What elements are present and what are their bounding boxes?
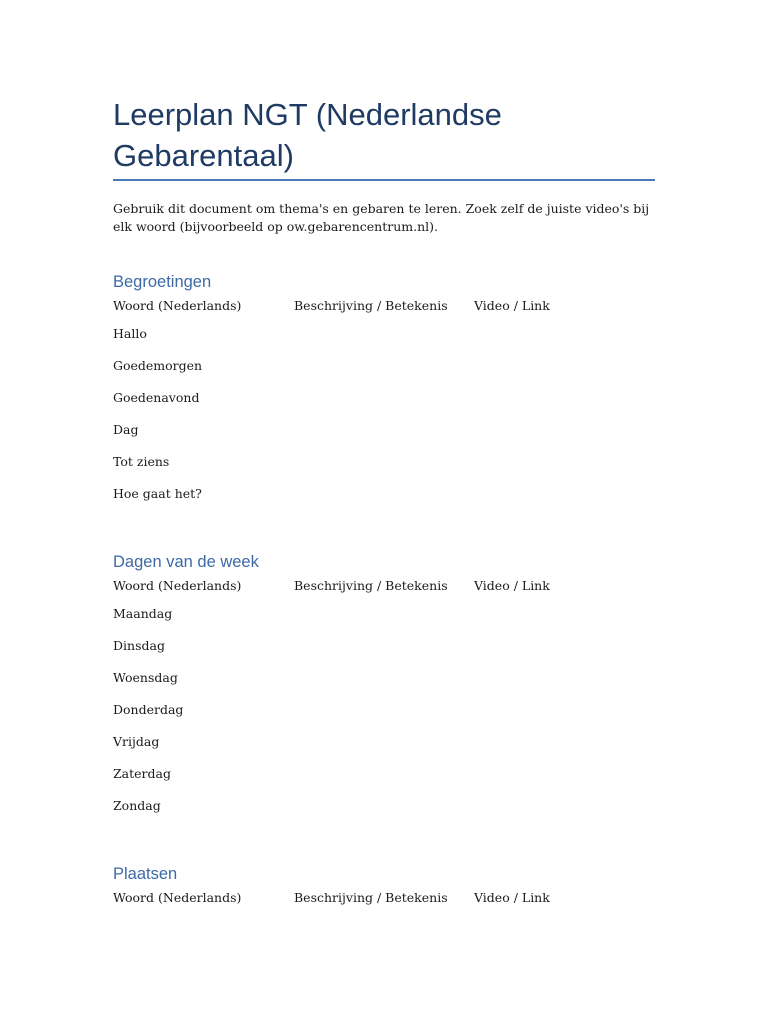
word-row: Dinsdag — [113, 638, 165, 653]
intro-paragraph: Gebruik dit document om thema's en gebaren te leren. Zoek zelf de juiste video's bij elk woord (bijvoorbeeld op ow.gebarencentrum.nl). — [113, 201, 650, 234]
column-header-video: Video / Link — [474, 298, 550, 313]
section-dagen-van-de-week — [113, 550, 655, 822]
word-row: Hallo — [113, 326, 147, 341]
word-row: Goedenavond — [113, 390, 200, 405]
word-list — [113, 318, 655, 510]
column-header-word: Woord (Nederlands) — [113, 890, 242, 905]
word-row: Woensdag — [113, 670, 178, 685]
table-header — [113, 294, 655, 318]
word-list — [113, 598, 655, 822]
word-row: Zondag — [113, 798, 161, 813]
section-heading: Begroetingen — [113, 273, 212, 291]
column-header-video: Video / Link — [474, 890, 550, 905]
word-row: Tot ziens — [113, 454, 170, 469]
word-row: Donderdag — [113, 702, 184, 717]
word-row: Goedemorgen — [113, 358, 203, 373]
section-begroetingen — [113, 270, 655, 510]
document-title: Leerplan NGT (Nederlandse Gebarentaal) — [113, 97, 502, 173]
column-header-word: Woord (Nederlands) — [113, 578, 242, 593]
title-underline — [113, 179, 655, 181]
column-header-description: Beschrijving / Betekenis — [294, 578, 448, 593]
word-row: Hoe gaat het? — [113, 486, 202, 501]
section-heading: Dagen van de week — [113, 553, 259, 571]
word-row: Vrijdag — [113, 734, 160, 749]
column-header-description: Beschrijving / Betekenis — [294, 298, 448, 313]
section-heading: Plaatsen — [113, 865, 178, 883]
word-row: Dag — [113, 422, 139, 437]
column-header-description: Beschrijving / Betekenis — [294, 890, 448, 905]
word-row: Maandag — [113, 606, 173, 621]
table-header — [113, 886, 655, 910]
word-row: Zaterdag — [113, 766, 171, 781]
column-header-video: Video / Link — [474, 578, 550, 593]
column-header-word: Woord (Nederlands) — [113, 298, 242, 313]
table-header — [113, 574, 655, 598]
section-plaatsen — [113, 862, 655, 910]
